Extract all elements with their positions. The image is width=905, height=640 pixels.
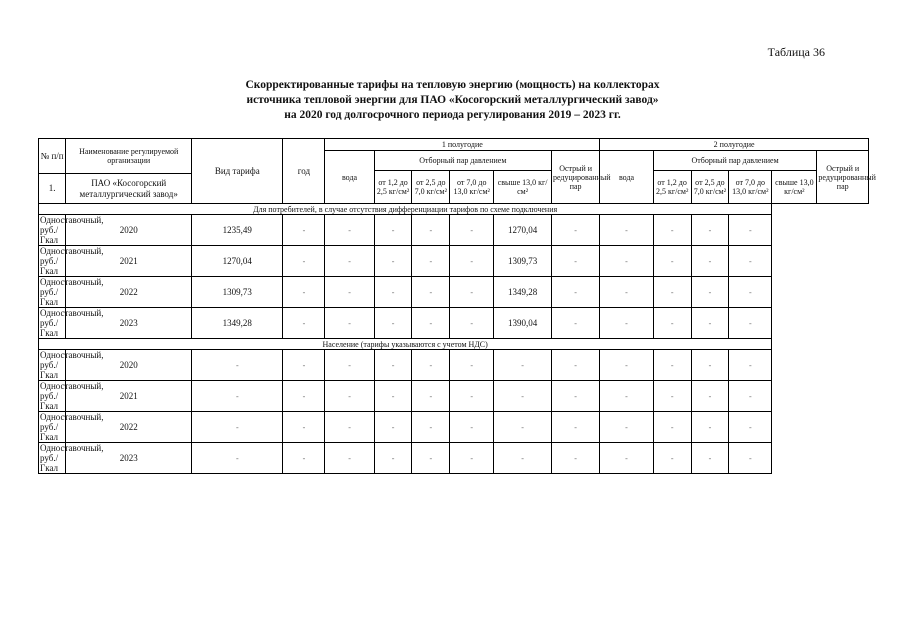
value-cell-h1-r4: - — [412, 350, 450, 381]
title-line-1: Скорректированные тарифы на тепловую энергию (мощность) на коллекторах — [245, 79, 660, 91]
value-cell-h2-r3: - — [653, 350, 691, 381]
value-cell-h1-r4: - — [412, 246, 450, 277]
value-cell-h2-r2: - — [600, 412, 654, 443]
value-cell-h2-r1: - — [551, 381, 599, 412]
value-cell-h2-r4: - — [691, 443, 729, 474]
section-header-row — [39, 204, 869, 215]
value-cell-h1-r3: - — [374, 246, 412, 277]
value-cell-h1-water: - — [192, 443, 283, 474]
value-cell-h2-r1: - — [551, 215, 599, 246]
value-cell-h1-r3: - — [374, 443, 412, 474]
value-cell-h2-water: - — [494, 350, 552, 381]
section-title: Для потребителей, в случае отсутствия дифференциации тарифов по схеме подключения — [39, 204, 772, 215]
value-cell-h1-r2: - — [325, 443, 374, 474]
value-cell-h2-r1: - — [551, 350, 599, 381]
header-half-1: 1 полугодие — [325, 139, 600, 151]
value-cell-h1-water: - — [192, 412, 283, 443]
value-cell-h2-r4: - — [691, 308, 729, 339]
value-cell-h1-r3: - — [374, 412, 412, 443]
header-half-2: 2 полугодие — [600, 139, 869, 151]
value-cell-h1-r2: - — [325, 308, 374, 339]
header-h1-water: вода — [325, 151, 374, 204]
value-cell-h1-r1: - — [283, 350, 325, 381]
value-cell-h2-sharp: - — [729, 381, 772, 412]
value-cell-h1-sharp: - — [450, 246, 494, 277]
year-cell: 2023 — [66, 308, 192, 339]
table-row — [39, 443, 869, 474]
value-cell-h1-r4: - — [412, 308, 450, 339]
value-cell-h2-sharp: - — [729, 215, 772, 246]
value-cell-h2-r3: - — [653, 246, 691, 277]
tariff-type-cell: Одноставочный, руб./Гкал — [40, 350, 104, 380]
value-cell-h2-sharp: - — [729, 277, 772, 308]
value-cell-h2-r4: - — [691, 277, 729, 308]
value-cell-h1-r1: - — [283, 381, 325, 412]
value-cell-h2-r3: - — [653, 277, 691, 308]
header-h2-sharp-steam: Острый и редуцированный пар — [817, 151, 869, 204]
section-header-row — [39, 339, 869, 350]
value-cell-h1-sharp: - — [450, 308, 494, 339]
value-cell-h2-r2: - — [600, 381, 654, 412]
value-cell-h2-r3: - — [653, 412, 691, 443]
year-cell: 2021 — [66, 246, 192, 277]
year-cell: 2023 — [66, 443, 192, 474]
year-cell: 2020 — [66, 350, 192, 381]
value-cell-h2-r4: - — [691, 246, 729, 277]
table-number-label: Таблица 36 — [767, 45, 825, 59]
table-row — [39, 277, 869, 308]
header-h2-water: вода — [600, 151, 654, 204]
org-row-number: 1. — [39, 174, 66, 204]
value-cell-h1-r2: - — [325, 381, 374, 412]
header-h2-range-2: от 2,5 до 7,0 кг/см² — [691, 171, 729, 204]
value-cell-h2-water: - — [494, 381, 552, 412]
value-cell-h1-r1: - — [283, 412, 325, 443]
value-cell-h1-r3: - — [374, 381, 412, 412]
value-cell-h1-r1: - — [283, 215, 325, 246]
value-cell-h1-sharp: - — [450, 443, 494, 474]
value-cell-h2-r2: - — [600, 277, 654, 308]
value-cell-h2-r1: - — [551, 412, 599, 443]
value-cell-h2-water: 1270,04 — [494, 215, 552, 246]
document-title — [0, 78, 905, 123]
value-cell-h2-water: 1390,04 — [494, 308, 552, 339]
value-cell-h2-water: 1309,73 — [494, 246, 552, 277]
value-cell-h2-water: - — [494, 412, 552, 443]
header-h1-range-4: свыше 13,0 кг/см² — [494, 171, 552, 204]
value-cell-h2-r1: - — [551, 277, 599, 308]
value-cell-h2-r2: - — [600, 246, 654, 277]
value-cell-h2-r4: - — [691, 215, 729, 246]
value-cell-h1-sharp: - — [450, 215, 494, 246]
value-cell-h2-r2: - — [600, 308, 654, 339]
year-cell: 2020 — [66, 215, 192, 246]
value-cell-h2-r4: - — [691, 350, 729, 381]
year-cell: 2022 — [66, 277, 192, 308]
value-cell-h2-r3: - — [653, 308, 691, 339]
value-cell-h1-r3: - — [374, 277, 412, 308]
org-name-cell: ПАО «Косогорский металлургический завод» — [66, 174, 192, 204]
tariff-type-cell: Одноставочный, руб./Гкал — [40, 246, 104, 276]
header-num: № п/п — [39, 139, 66, 174]
value-cell-h1-r2: - — [325, 277, 374, 308]
table-row — [39, 215, 869, 246]
header-h2-range-3: от 7,0 до 13,0 кг/см² — [729, 171, 772, 204]
value-cell-h2-sharp: - — [729, 412, 772, 443]
value-cell-h1-r1: - — [283, 277, 325, 308]
title-line-2: источника тепловой энергии для ПАО «Косогорский металлургический завод» — [246, 94, 659, 106]
table-row — [39, 350, 869, 381]
title-line-3: на 2020 год долгосрочного периода регулирования 2019 – 2023 гг. — [284, 109, 621, 121]
value-cell-h1-r2: - — [325, 412, 374, 443]
value-cell-h1-water: 1270,04 — [192, 246, 283, 277]
value-cell-h1-r3: - — [374, 215, 412, 246]
value-cell-h1-r2: - — [325, 215, 374, 246]
value-cell-h1-water: - — [192, 350, 283, 381]
tariff-type-cell: Одноставочный, руб./Гкал — [40, 381, 104, 411]
value-cell-h2-r4: - — [691, 381, 729, 412]
value-cell-h1-r4: - — [412, 412, 450, 443]
tariff-type-cell: Одноставочный, руб./Гкал — [40, 277, 104, 307]
value-cell-h2-r2: - — [600, 215, 654, 246]
value-cell-h1-r3: - — [374, 308, 412, 339]
value-cell-h2-r3: - — [653, 381, 691, 412]
tariff-type-cell: Одноставочный, руб./Гкал — [40, 308, 104, 338]
header-h1-range-1: от 1,2 до 2,5 кг/см² — [374, 171, 412, 204]
value-cell-h1-r2: - — [325, 246, 374, 277]
value-cell-h1-r4: - — [412, 215, 450, 246]
tariff-type-cell: Одноставочный, руб./Гкал — [40, 443, 104, 473]
value-cell-h1-sharp: - — [450, 277, 494, 308]
tariff-type-cell: Одноставочный, руб./Гкал — [40, 412, 104, 442]
value-cell-h1-r1: - — [283, 246, 325, 277]
value-cell-h1-water: 1235,49 — [192, 215, 283, 246]
header-h2-steam-group: Отборный пар давлением — [653, 151, 817, 171]
header-h1-steam-group: Отборный пар давлением — [374, 151, 551, 171]
value-cell-h1-sharp: - — [450, 412, 494, 443]
table-row — [39, 381, 869, 412]
value-cell-h2-r1: - — [551, 308, 599, 339]
header-h1-sharp-steam: Острый и редуцированный пар — [551, 151, 599, 204]
tariff-table — [38, 138, 876, 474]
value-cell-h1-sharp: - — [450, 350, 494, 381]
value-cell-h1-water: 1349,28 — [192, 308, 283, 339]
value-cell-h1-r4: - — [412, 443, 450, 474]
header-tariff-type: Вид тарифа — [192, 139, 283, 204]
value-cell-h2-r2: - — [600, 350, 654, 381]
header-h2-range-4: свыше 13,0 кг/см² — [772, 171, 817, 204]
value-cell-h2-r3: - — [653, 215, 691, 246]
value-cell-h1-r2: - — [325, 350, 374, 381]
value-cell-h2-r4: - — [691, 412, 729, 443]
year-cell: 2022 — [66, 412, 192, 443]
value-cell-h2-r3: - — [653, 443, 691, 474]
value-cell-h2-sharp: - — [729, 246, 772, 277]
header-h1-range-2: от 2,5 до 7,0 кг/см² — [412, 171, 450, 204]
value-cell-h2-sharp: - — [729, 308, 772, 339]
table-row — [39, 412, 869, 443]
value-cell-h1-sharp: - — [450, 381, 494, 412]
value-cell-h2-r1: - — [551, 246, 599, 277]
value-cell-h1-water: 1309,73 — [192, 277, 283, 308]
value-cell-h2-r1: - — [551, 443, 599, 474]
header-h1-range-3: от 7,0 до 13,0 кг/см² — [450, 171, 494, 204]
table-row — [39, 308, 869, 339]
value-cell-h1-water: - — [192, 381, 283, 412]
value-cell-h1-r3: - — [374, 350, 412, 381]
value-cell-h2-sharp: - — [729, 350, 772, 381]
table-row — [39, 246, 869, 277]
value-cell-h2-water: - — [494, 443, 552, 474]
value-cell-h2-water: 1349,28 — [494, 277, 552, 308]
tariff-type-cell: Одноставочный, руб./Гкал — [40, 215, 104, 245]
year-cell: 2021 — [66, 381, 192, 412]
section-title: Население (тарифы указываются с учетом НДС) — [39, 339, 772, 350]
header-year: год — [283, 139, 325, 204]
header-org-name: Наименование регулируемой организации — [66, 139, 192, 174]
value-cell-h1-r4: - — [412, 277, 450, 308]
value-cell-h2-sharp: - — [729, 443, 772, 474]
header-h2-range-1: от 1,2 до 2,5 кг/см² — [653, 171, 691, 204]
value-cell-h1-r1: - — [283, 443, 325, 474]
value-cell-h1-r4: - — [412, 381, 450, 412]
value-cell-h1-r1: - — [283, 308, 325, 339]
value-cell-h2-r2: - — [600, 443, 654, 474]
